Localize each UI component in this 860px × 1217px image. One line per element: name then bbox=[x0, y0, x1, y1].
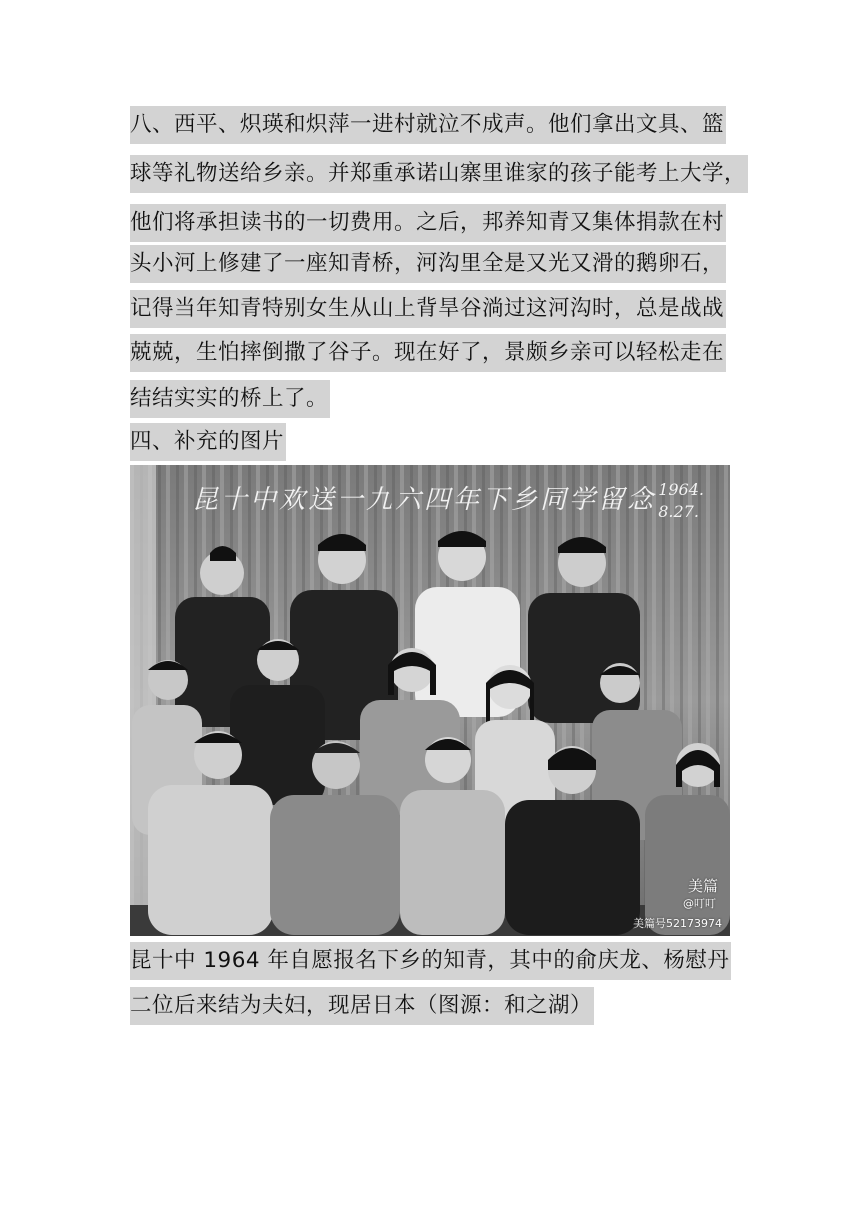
paragraph-line: 八、西平、炽瑛和炽萍一进村就泣不成声。他们拿出文具、篮 bbox=[130, 106, 726, 144]
watermark-user: @叮叮 bbox=[683, 897, 716, 910]
section-heading: 四、补充的图片 bbox=[130, 423, 286, 461]
photo-date-day: 8.27. bbox=[658, 502, 699, 521]
watermark-app: 美篇 bbox=[687, 877, 718, 895]
paragraph-line: 结结实实的桥上了。 bbox=[130, 380, 330, 418]
photo-date bbox=[658, 479, 704, 523]
caption-line: 二位后来结为夫妇，现居日本（图源：和之湖） bbox=[130, 987, 594, 1025]
watermark-id: 美篇号52173974 bbox=[633, 917, 722, 930]
group-photo-image bbox=[130, 465, 730, 936]
caption-line: 昆十中 1964 年自愿报名下乡的知青，其中的俞庆龙、杨慰丹 bbox=[130, 942, 731, 980]
paragraph-line: 记得当年知青特别女生从山上背旱谷淌过这河沟时，总是战战 bbox=[130, 290, 726, 328]
paragraph-line: 头小河上修建了一座知青桥，河沟里全是又光又滑的鹅卵石， bbox=[130, 245, 726, 283]
paragraph-line: 兢兢，生怕摔倒撒了谷子。现在好了，景颇乡亲可以轻松走在 bbox=[130, 334, 726, 372]
group-photo bbox=[130, 465, 730, 936]
paragraph-line: 球等礼物送给乡亲。并郑重承诺山寨里谁家的孩子能考上大学， bbox=[130, 155, 748, 193]
photo-date-year: 1964. bbox=[658, 480, 704, 499]
photo-inscription: 昆十中欢送一九六四年下乡同学留念 bbox=[192, 485, 657, 515]
paragraph-line: 他们将承担读书的一切费用。之后，邦养知青又集体捐款在村 bbox=[130, 204, 726, 242]
